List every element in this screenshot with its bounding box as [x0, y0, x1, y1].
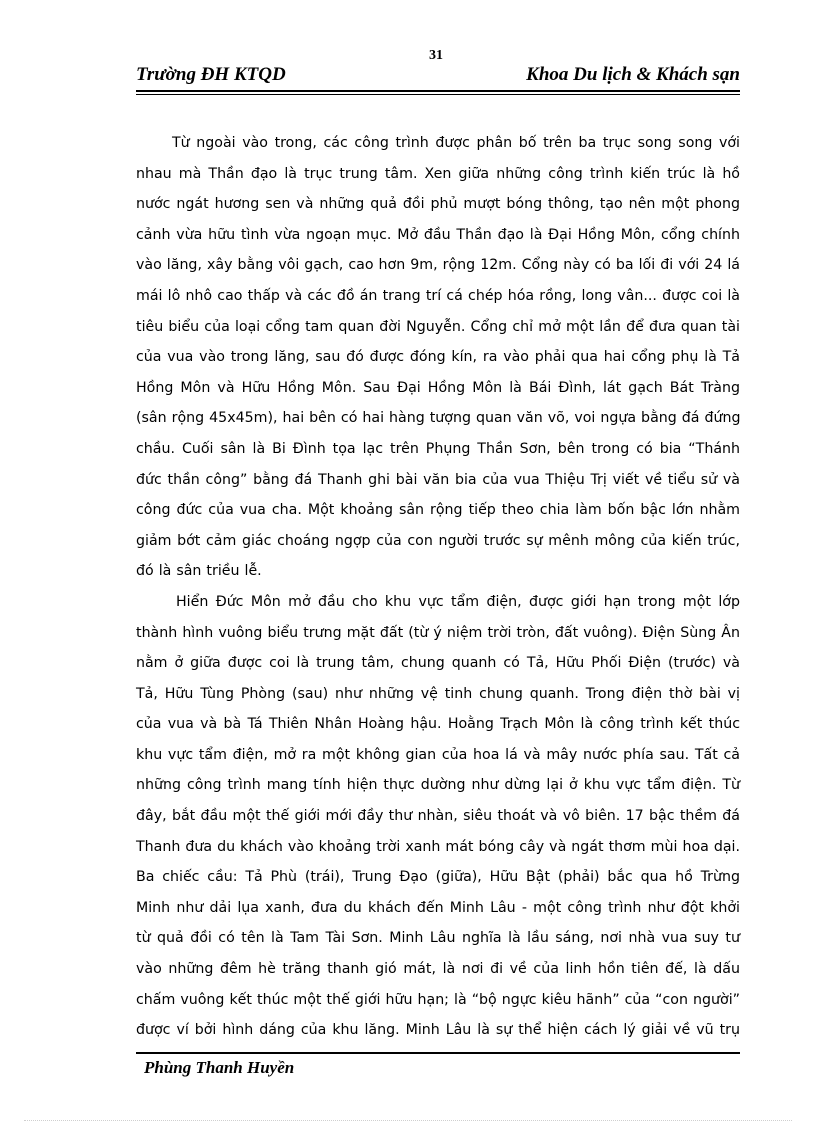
text-line: nằm ở giữa được coi là trung tâm, chung quanh có Tả, Hữu Phối Điện (trước) và — [136, 655, 740, 672]
text-line: khu vực tẩm điện, mở ra một không gian của hoa lá và mây nước phía sau. Tất cả — [136, 746, 740, 763]
text-line: (sân rộng 45x45m), hai bên có hai hàng tượng quan văn võ, voi ngựa bằng đá đứng — [136, 410, 741, 427]
header-divider — [136, 90, 740, 95]
body-text — [136, 128, 740, 1046]
text-line: tiêu biểu của loại cổng tam quan đời Nguyễn. Cổng chỉ mở một lần để đưa quan tài — [136, 318, 740, 335]
text-line: nước ngát hương sen và những quả đồi phủ mượt bóng thông, tạo nên một phong — [136, 196, 740, 213]
header-faculty: Khoa Du lịch & Khách sạn — [526, 64, 740, 85]
text-line: đây, bắt đầu một thế giới mới đầy thư nhàn, siêu thoát và vô biên. 17 bậc thềm đá — [136, 808, 740, 825]
text-line: Ba chiếc cầu: Tả Phù (trái), Trung Đạo (giữa), Hữu Bật (phải) bắc qua hồ Trừng — [136, 869, 740, 886]
header-university: Trường ĐH KTQD — [136, 64, 286, 85]
text-line: mái lô nhô cao thấp và các đồ án trang trí cá chép hóa rồng, long vân... được coi là — [136, 287, 740, 304]
text-line: chầu. Cuối sân là Bi Đình tọa lạc trên Phụng Thần Sơn, bên trong có bia “Thánh — [136, 440, 740, 457]
text-line: đó là sân triều lễ. — [136, 563, 262, 580]
footer-divider — [136, 1052, 740, 1054]
text-line: thành hình vuông biểu trưng mặt đất (từ ý niệm trời tròn, đất vuông). Điện Sùng Ân — [136, 624, 740, 641]
text-line: được ví bởi hình dáng của khu lăng. Minh Lâu là sự thể hiện cách lý giải về vũ trụ — [136, 1022, 740, 1039]
text-line: Từ ngoài vào trong, các công trình được phân bố trên ba trục song song với — [172, 135, 740, 151]
text-line: công đức của vua cha. Một khoảng sân rộng tiếp theo chia làm bốn bậc lớn nhằm — [136, 502, 740, 519]
text-line: Minh như dải lụa xanh, đưa du khách đến Minh Lâu - một công trình như đột khởi — [136, 899, 740, 916]
text-line: Tả, Hữu Tùng Phòng (sau) như những vệ tinh chung quanh. Trong điện thờ bài vị — [136, 685, 740, 702]
text-line: cảnh vừa hữu tình vừa ngoạn mục. Mở đầu Thần đạo là Đại Hồng Môn, cổng chính — [136, 226, 740, 243]
text-line: vào những đêm hè trăng thanh gió mát, là nơi đi về của linh hồn tiên đế, là dấu — [136, 961, 740, 978]
text-line: của vua vào trong lăng, sau đó được đóng kín, ra vào phải qua hai cổng phụ là Tả — [136, 349, 740, 366]
text-line: Hồng Môn và Hữu Hồng Môn. Sau Đại Hồng Môn là Bái Đình, lát gạch Bát Tràng — [136, 379, 740, 396]
text-line: Hiển Đức Môn mở đầu cho khu vực tẩm điện, được giới hạn trong một lớp — [176, 593, 740, 610]
page-number: 31 — [429, 48, 443, 63]
text-line: từ quả đồi có tên là Tam Tài Sơn. Minh Lâu nghĩa là lầu sáng, nơi nhà vua suy tư — [136, 930, 740, 947]
text-line: Thanh đưa du khách vào khoảng trời xanh mát bóng cây và ngát thơm mùi hoa dại. — [136, 838, 740, 855]
footer-author: Phùng Thanh Huyền — [144, 1058, 295, 1077]
text-line: nhau mà Thần đạo là trục trung tâm. Xen giữa những công trình kiến trúc là hồ — [136, 165, 740, 182]
paragraph-1 — [136, 128, 740, 587]
paragraph-2 — [136, 587, 740, 1046]
text-line: những công trình mang tính hiện thực dường như dừng lại ở khu vực tẩm điện. Từ — [136, 777, 740, 794]
text-line: đức thần công” bằng đá Thanh ghi bài văn bia của vua Thiệu Trị viết về tiểu sử và — [136, 471, 740, 488]
text-line: giảm bớt cảm giác choáng ngợp của con người trước sự mênh mông của kiến trúc, — [136, 532, 740, 549]
text-line: chấm vuông kết thúc một thế giới hữu hạn; là “bộ ngực kiêu hãnh” của “con người” — [136, 991, 740, 1008]
text-line: vào lăng, xây bằng vôi gạch, cao hơn 9m, rộng 12m. Cổng này có ba lối đi với 24 lá — [136, 257, 740, 274]
text-line: của vua và bà Tá Thiên Nhân Hoàng hậu. Hoằng Trạch Môn là công trình kết thúc — [136, 716, 740, 733]
page-bottom-border — [24, 1120, 792, 1121]
